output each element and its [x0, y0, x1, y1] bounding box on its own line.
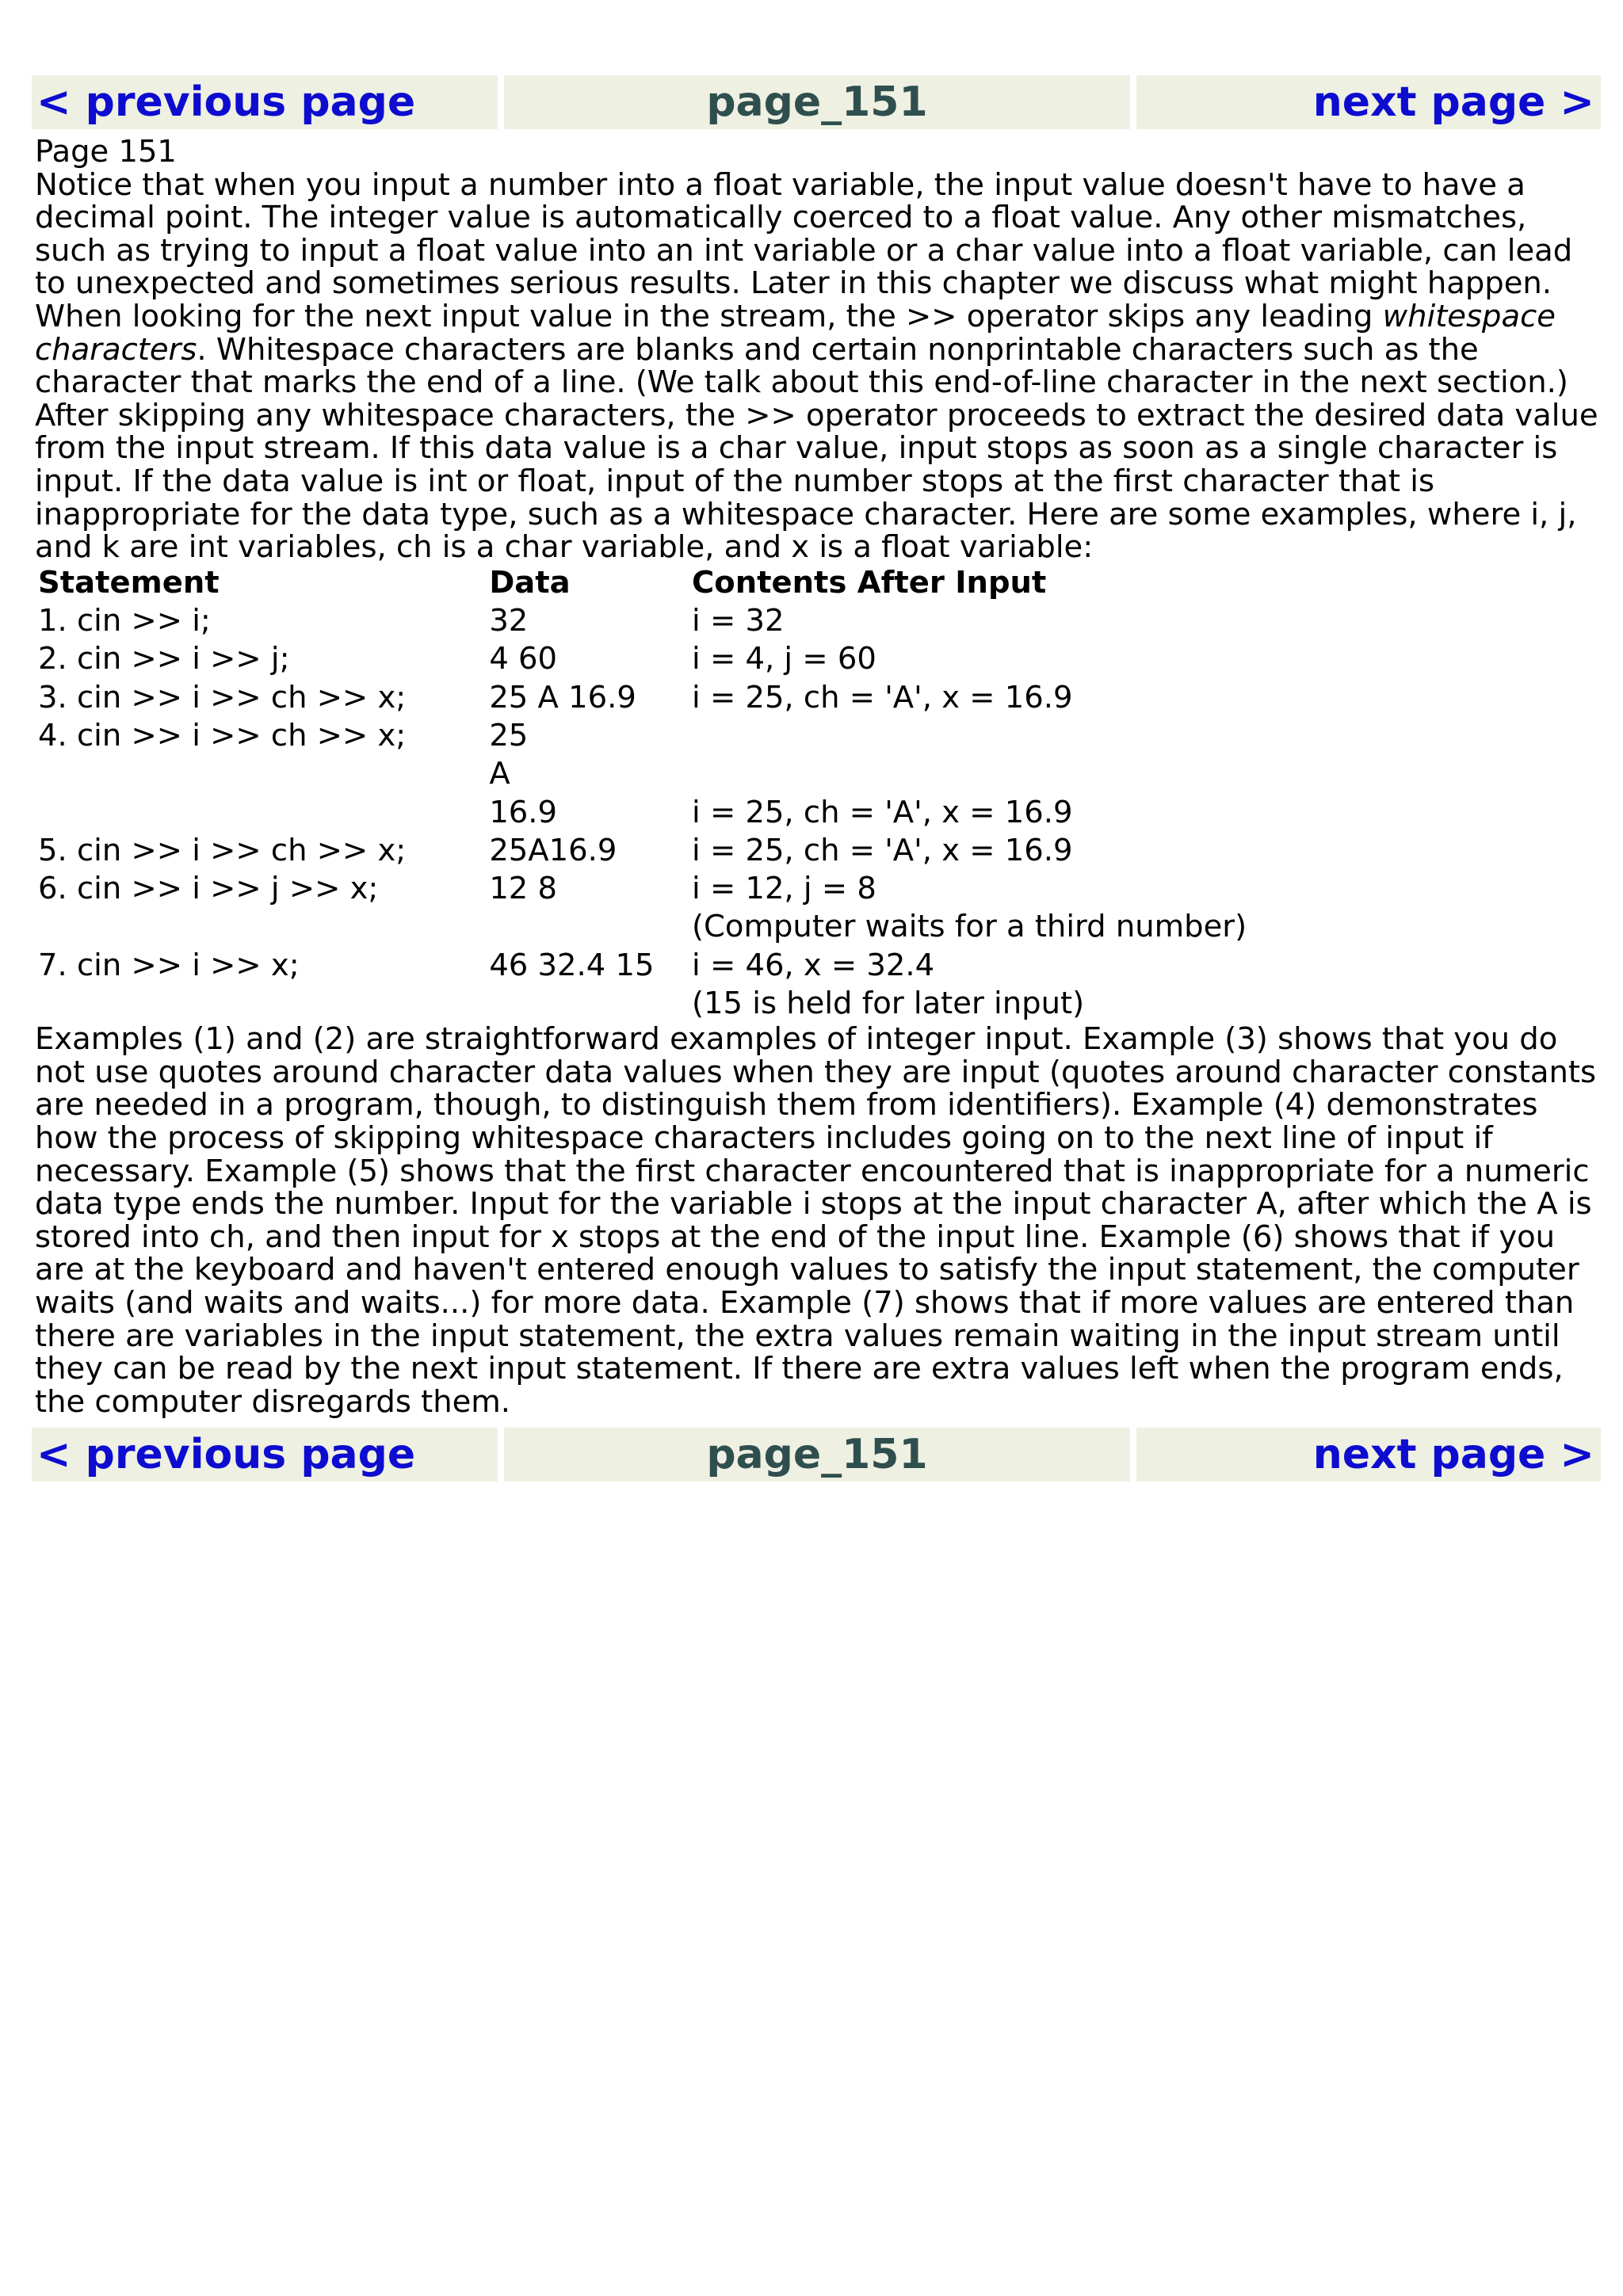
statement-cell: 3. cin >> i >> ch >> x; [38, 679, 407, 715]
previous-page-link[interactable]: < previous page [32, 1428, 498, 1482]
data-cell: 12 8 [489, 871, 558, 907]
page-content [32, 129, 1601, 1418]
next-page-link[interactable]: next page > [1136, 75, 1601, 129]
top-navigation [32, 75, 1601, 129]
data-cell: 25 [489, 717, 529, 753]
previous-page-link[interactable]: < previous page [32, 75, 498, 129]
paragraph-3: Examples (1) and (2) are straightforward examples of integer input. Example (3) shows that you do not use quotes around character data values when they are input (quotes around character constants are needed in a program, though, to distinguish them from identifiers). Example (4) demonstrates how the process of skipping whitespace characters includes going on to the next line of input if necessary. Example (5) shows that the first character encountered that is inappropriate for a numeric data type ends the number. Input for the variable i stops at the input character A, after which the A is stored into ch, and then input for x stops at the end of the input line. Example (6) shows that if you are at the keyboard and haven't entered enough values to satisfy the input statement, the computer waits (and waits and waits...) for more data. Example (7) shows that if more values are entered than there are variables in the input statement, the extra values remain waiting in the input stream until they can be read by the next input statement. If there are extra values left when the program ends, the computer disregards them. [35, 1021, 1597, 1420]
data-cell: A [489, 756, 510, 792]
table-row [35, 679, 1601, 717]
statement-cell: 5. cin >> i >> ch >> x; [38, 832, 407, 868]
statement-cell: 2. cin >> i >> j; [38, 641, 290, 677]
data-cell: 46 32.4 15 [489, 947, 655, 983]
input-examples-table [35, 564, 1601, 1024]
paragraph-1: Notice that when you input a number into a float variable, the input value doesn't have to have a decimal point. The integer value is automatically coerced to a float value. Any other mismatches, such as trying to input a float value into an int variable or a char value into a float variable, can lead to unexpected and sometimes serious results. Later in this chapter we discuss what might happen. [35, 166, 1573, 302]
table-row [35, 640, 1601, 678]
statement-cell: 1. cin >> i; [38, 603, 211, 639]
table-row [35, 602, 1601, 640]
data-cell: 16.9 [489, 794, 558, 830]
statement-cell: 6. cin >> i >> j >> x; [38, 871, 379, 907]
data-cell: 25 A 16.9 [489, 679, 636, 715]
data-cell: 32 [489, 603, 529, 639]
statement-cell: 7. cin >> i >> x; [38, 947, 300, 983]
table-row [35, 908, 1601, 946]
contents-cell [689, 717, 1601, 755]
page-title: page_151 [504, 75, 1130, 129]
contents-cell: i = 25, ch = 'A', x = 16.9 [692, 832, 1073, 868]
header-statement: Statement [38, 564, 220, 601]
statement-cell [35, 985, 486, 1023]
contents-cell: i = 25, ch = 'A', x = 16.9 [692, 794, 1073, 830]
data-cell [486, 985, 689, 1023]
next-page-link[interactable]: next page > [1136, 1428, 1601, 1482]
statement-cell [35, 794, 486, 832]
page-title: page_151 [504, 1428, 1130, 1482]
data-cell [486, 908, 689, 946]
table-header-row [35, 564, 1601, 602]
contents-cell: i = 12, j = 8 [692, 871, 876, 907]
contents-cell: (15 is held for later input) [692, 985, 1085, 1021]
statement-cell [35, 908, 486, 946]
data-cell: 25A16.9 [489, 832, 617, 868]
table-row [35, 717, 1601, 755]
contents-cell [689, 755, 1601, 793]
contents-cell: i = 25, ch = 'A', x = 16.9 [692, 679, 1073, 715]
data-cell: 4 60 [489, 641, 558, 677]
table-row [35, 870, 1601, 908]
contents-cell: i = 32 [692, 603, 785, 639]
header-contents-after-input: Contents After Input [692, 564, 1047, 601]
statement-cell: 4. cin >> i >> ch >> x; [38, 717, 407, 753]
paragraph-2 [35, 300, 1601, 564]
table-row [35, 947, 1601, 985]
contents-cell: i = 4, j = 60 [692, 641, 876, 677]
table-row [35, 794, 1601, 832]
table-row [35, 832, 1601, 870]
page-container [32, 75, 1601, 1482]
paragraph-2-start: When looking for the next input value in the stream, the >> operator skips any leading [35, 298, 1383, 334]
contents-cell: i = 46, x = 32.4 [692, 947, 935, 983]
page-label: Page 151 [35, 134, 177, 170]
table-row [35, 985, 1601, 1023]
contents-cell: (Computer waits for a third number) [692, 909, 1247, 945]
whitespace-characters-term: whitespace characters [35, 298, 1556, 368]
paragraph-2-rest: . Whitespace characters are blanks and certain nonprintable characters such as the character that marks the end of a line. (We talk about this end-of-line character in the next section.) After skipping any whitespace characters, the >> operator proceeds to extract the desired data value from the input stream. If this data value is a char value, input stops as soon as a single character is input. If the data value is int or float, input of the number stops at the first character that is inappropriate for the data type, such as a whitespace character. Here are some examples, where i, j, and k are int variables, ch is a char variable, and x is a float variable: [35, 331, 1598, 566]
statement-cell [35, 755, 486, 793]
header-data: Data [489, 564, 571, 601]
table-row [35, 755, 1601, 793]
bottom-navigation [32, 1428, 1601, 1482]
